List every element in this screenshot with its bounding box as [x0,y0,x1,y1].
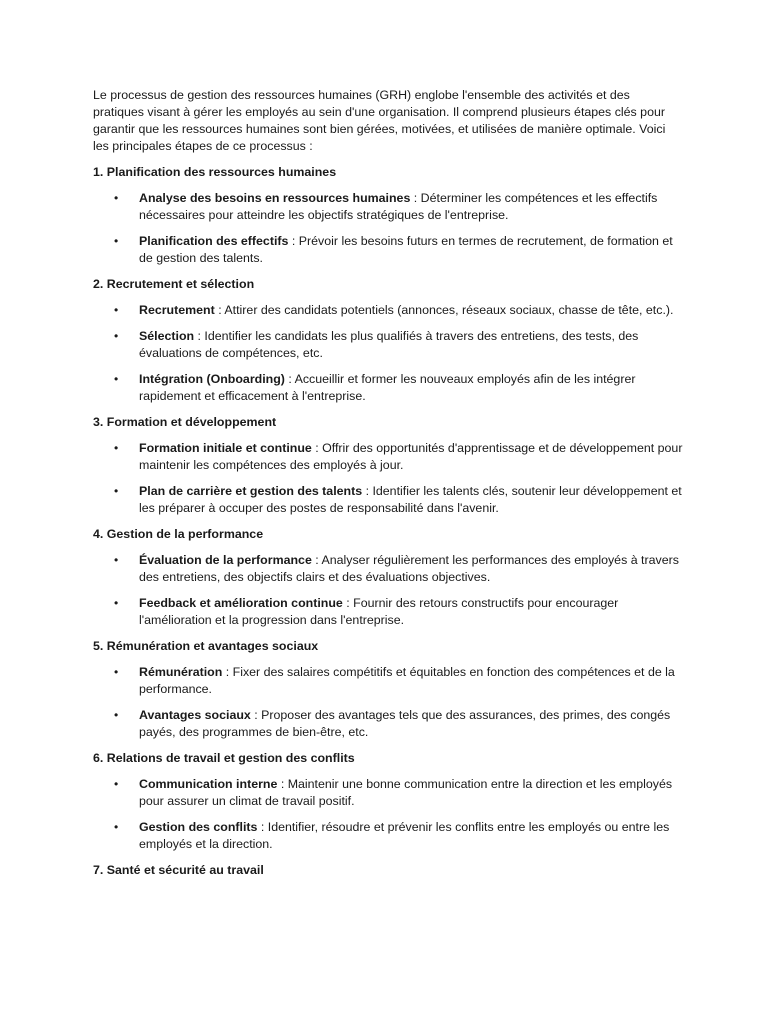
section-6 [93,750,683,853]
bullet-list [93,440,683,517]
item-term: Analyse des besoins en ressources humaines [139,191,411,205]
section-7 [93,862,683,879]
item-term: Formation initiale et continue [139,441,312,455]
item-term: Gestion des conflits [139,820,258,834]
item-term: Rémunération [139,665,223,679]
section-title: 5. Rémunération et avantages sociaux [93,639,319,653]
item-description: : Identifier les candidats les plus qualifiés à travers des entretiens, des tests, des évaluations de compétences, etc. [139,329,639,360]
bullet-list [93,664,683,741]
list-item [93,819,683,853]
section-4 [93,526,683,629]
intro-paragraph: Le processus de gestion des ressources humaines (GRH) englobe l'ensemble des activités et des pratiques visant à gérer les employés au sein d'une organisation. Il comprend plusieurs étapes clés pour garantir que les ressources humaines sont bien gérées, motivées, et utilisées de manière optimale. Voici les principales étapes de ce processus : [93,88,666,153]
bullet-icon: • [114,234,119,248]
bullet-icon: • [114,820,119,834]
section-title: 2. Recrutement et sélection [93,277,255,291]
bullet-list [93,776,683,853]
section-3 [93,414,683,517]
list-item [93,440,683,474]
item-term: Avantages sociaux [139,708,251,722]
section-title: 6. Relations de travail et gestion des conflits [93,751,355,765]
list-item [93,595,683,629]
item-term: Feedback et amélioration continue [139,596,343,610]
bullet-list [93,552,683,629]
item-description: : Identifier les talents clés, soutenir leur développement et les préparer à occuper des postes de responsabilité dans l'avenir. [139,484,682,515]
section-title: 3. Formation et développement [93,415,277,429]
list-item [93,776,683,810]
list-item [93,328,683,362]
bullet-icon: • [114,191,119,205]
bullet-icon: • [114,665,119,679]
bullet-icon: • [114,372,119,386]
bullet-icon: • [114,329,119,343]
item-description: : Fixer des salaires compétitifs et équitables en fonction des compétences et de la performance. [139,665,675,696]
item-term: Intégration (Onboarding) [139,372,285,386]
item-description: : Analyser régulièrement les performances des employés à travers des entretiens, des objectifs clairs et des évaluations objectives. [139,553,679,584]
list-item [93,233,683,267]
item-description: : Offrir des opportunités d'apprentissage et de développement pour maintenir les compétences des employés à jour. [139,441,683,472]
bullet-icon: • [114,441,119,455]
section-2 [93,276,683,405]
list-item [93,371,683,405]
list-item [93,483,683,517]
bullet-icon: • [114,303,119,317]
list-item [93,190,683,224]
section-title: 7. Santé et sécurité au travail [93,863,264,877]
bullet-icon: • [114,708,119,722]
item-term: Évaluation de la performance [139,553,312,567]
item-description: : Maintenir une bonne communication entre la direction et les employés pour assurer un climat de travail positif. [139,777,673,808]
item-term: Communication interne [139,777,278,791]
section-1 [93,164,683,267]
document-page [93,87,683,888]
bullet-icon: • [114,484,119,498]
item-description: : Déterminer les compétences et les effectifs nécessaires pour atteindre les objectifs stratégiques de l'entreprise. [139,191,658,222]
item-term: Recrutement [139,303,215,317]
item-description: : Fournir des retours constructifs pour encourager l'amélioration et la progression dans l'entreprise. [139,596,619,627]
bullet-icon: • [114,553,119,567]
item-description: : Accueillir et former les nouveaux employés afin de les intégrer rapidement et efficacement à l'entreprise. [139,372,636,403]
bullet-list [93,302,683,405]
bullet-list [93,190,683,267]
item-description: : Proposer des avantages tels que des assurances, des primes, des congés payés, des programmes de bien-être, etc. [139,708,671,739]
bullet-icon: • [114,596,119,610]
item-term: Plan de carrière et gestion des talents [139,484,363,498]
sections-container [93,164,683,879]
section-5 [93,638,683,741]
item-description: : Identifier, résoudre et prévenir les conflits entre les employés ou entre les employés et la direction. [139,820,670,851]
section-title: 1. Planification des ressources humaines [93,165,337,179]
item-term: Planification des effectifs [139,234,289,248]
list-item [93,707,683,741]
list-item [93,552,683,586]
item-description: : Prévoir les besoins futurs en termes de recrutement, de formation et de gestion des talents. [139,234,673,265]
item-term: Sélection [139,329,195,343]
bullet-icon: • [114,777,119,791]
section-title: 4. Gestion de la performance [93,527,264,541]
item-description: : Attirer des candidats potentiels (annonces, réseaux sociaux, chasse de tête, etc.). [214,303,674,317]
list-item [93,302,683,319]
list-item [93,664,683,698]
